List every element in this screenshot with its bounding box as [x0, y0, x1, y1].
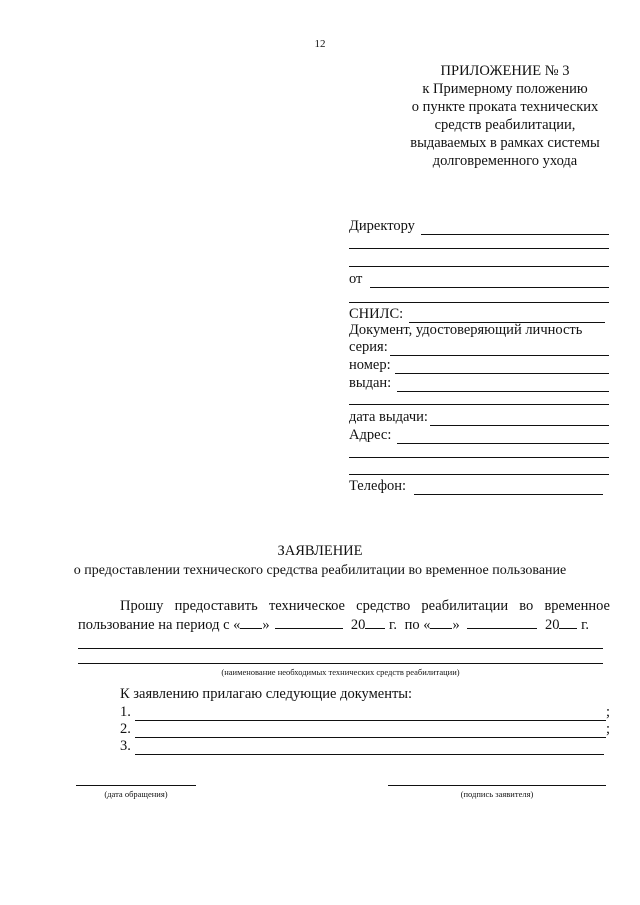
start-year-blank[interactable]: [365, 616, 385, 629]
date-caption: (дата обращения): [104, 789, 168, 799]
quote-close: »: [262, 617, 270, 633]
request-line-1: Прошу предоставить техническое средство реабилитации во временное: [120, 598, 610, 614]
appendix-line: о пункте проката технических: [411, 99, 599, 115]
item-semicolon: ;: [605, 721, 610, 737]
to-label: по «: [404, 617, 431, 633]
director-field[interactable]: [349, 218, 609, 235]
appendix-line: ПРИЛОЖЕНИЕ № 3: [440, 63, 570, 79]
phone-label: Телефон:: [349, 478, 407, 494]
issued-field[interactable]: [349, 375, 609, 392]
blank-line[interactable]: [349, 404, 609, 405]
snils-field[interactable]: [349, 306, 609, 323]
item-number: 3.: [120, 738, 131, 754]
blank-line[interactable]: [349, 457, 609, 458]
statement-title: ЗАЯВЛЕНИЕ: [277, 543, 363, 559]
appendix-line: средств реабилитации,: [434, 117, 576, 133]
number-label: номер:: [349, 357, 391, 373]
snils-label: СНИЛС:: [349, 306, 404, 322]
attachment-item-2[interactable]: [120, 721, 610, 738]
issued-label: выдан:: [349, 375, 392, 391]
appendix-line: к Примерному положению: [422, 81, 588, 97]
attachment-item-1[interactable]: [120, 704, 610, 721]
item-number: 1.: [120, 704, 131, 720]
attachment-item-3[interactable]: [120, 738, 604, 755]
issue-date-label: дата выдачи:: [349, 409, 428, 425]
blank-line[interactable]: [349, 266, 609, 267]
phone-field[interactable]: [349, 478, 603, 495]
attach-label: К заявлению прилагаю следующие документы:: [120, 686, 413, 702]
appendix-line: выдаваемых в рамках системы: [410, 135, 600, 151]
from-field[interactable]: [349, 271, 609, 288]
appendix-heading: [385, 62, 625, 170]
blank-line[interactable]: [349, 474, 609, 475]
year-prefix: 20: [350, 617, 366, 633]
series-field[interactable]: [349, 339, 609, 356]
blank-line[interactable]: [349, 302, 609, 303]
appendix-line: долговременного ухода: [432, 153, 578, 169]
statement-subtitle: о предоставлении технического средства реабилитации во временное пользование: [73, 563, 567, 578]
end-year-blank[interactable]: [559, 616, 577, 629]
signature-line[interactable]: [388, 785, 606, 786]
year-suffix: г.: [581, 617, 590, 633]
items-line[interactable]: [78, 663, 603, 664]
signature-caption: (подпись заявителя): [460, 789, 534, 799]
item-number: 2.: [120, 721, 131, 737]
year-prefix: 20: [544, 617, 560, 633]
items-line[interactable]: [78, 648, 603, 649]
director-label: Директору: [349, 218, 415, 234]
address-field[interactable]: [349, 427, 609, 444]
series-label: серия:: [349, 339, 388, 355]
start-day-blank[interactable]: [240, 616, 262, 629]
number-field[interactable]: [349, 357, 609, 374]
from-label: от: [349, 271, 363, 287]
page-number: 12: [314, 38, 326, 50]
id-doc-label: Документ, удостоверяющий личность: [349, 322, 583, 338]
quote-close: »: [452, 617, 460, 633]
address-label: Адрес:: [349, 427, 392, 443]
year-suffix: г.: [389, 617, 397, 633]
request-line-2[interactable]: [78, 616, 610, 634]
end-month-blank[interactable]: [467, 616, 537, 629]
blank-line[interactable]: [349, 248, 609, 249]
period-start-label: пользование на период с «: [78, 617, 241, 633]
start-month-blank[interactable]: [275, 616, 343, 629]
item-semicolon: ;: [605, 704, 610, 720]
issue-date-field[interactable]: [349, 409, 609, 426]
items-caption: (наименование необходимых технических средств реабилитации): [221, 667, 460, 677]
date-line[interactable]: [76, 785, 196, 786]
end-day-blank[interactable]: [430, 616, 452, 629]
